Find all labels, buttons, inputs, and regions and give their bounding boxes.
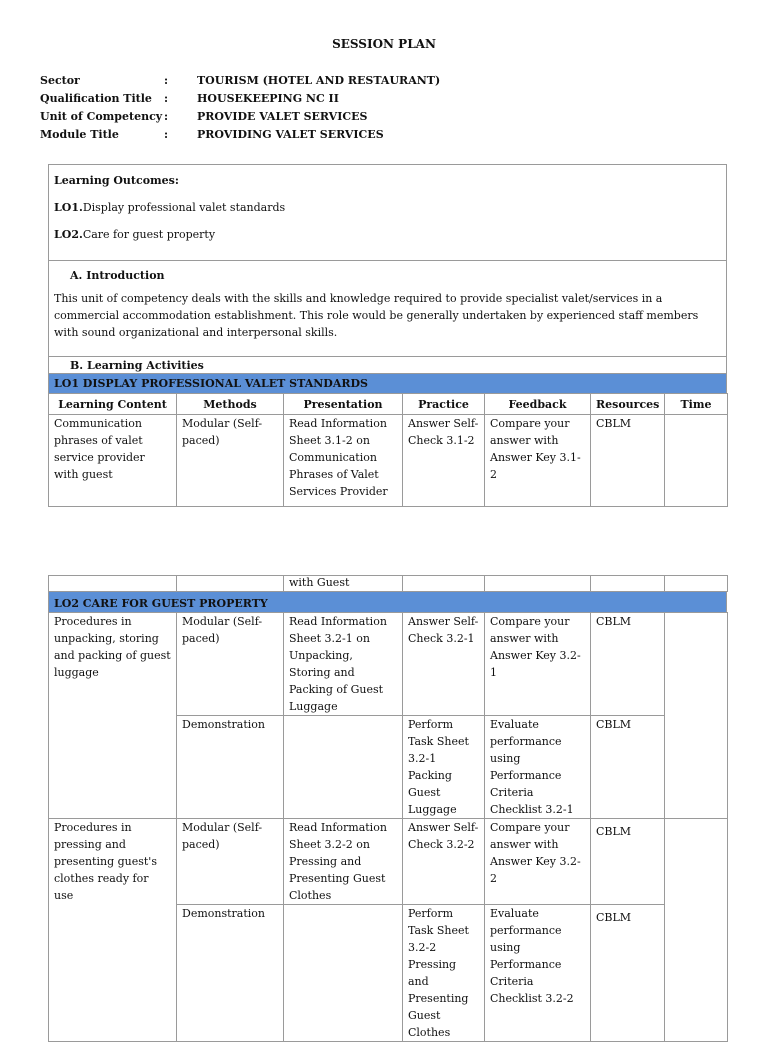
cell-feedback: Compare your answer with Answer Key 3.2-1 — [485, 613, 591, 716]
table-row — [49, 576, 728, 592]
cell-presentation: with Guest — [284, 576, 403, 592]
cell-feedback: Evaluate performance using Performance Criteria Checklist 3.2-1 — [485, 716, 591, 819]
cell-content: Communication phrases of valet service provider with guest — [49, 415, 177, 507]
cell-content: Procedures in unpacking, storing and packing of guest luggage — [49, 613, 177, 819]
lo2-table — [48, 612, 728, 1042]
cell-method: Modular (Self-paced) — [177, 819, 284, 905]
column-header: Resources — [591, 394, 665, 415]
page-title: SESSION PLAN — [332, 37, 436, 51]
meta-row-unit — [40, 108, 700, 126]
table-row — [49, 819, 728, 905]
lo2-band: LO2 CARE FOR GUEST PROPERTY — [48, 591, 727, 613]
column-header: Time — [665, 394, 728, 415]
cell-content — [49, 576, 177, 592]
cell-method: Modular (Self-paced) — [177, 415, 284, 507]
outcome-text: Care for guest property — [82, 228, 216, 241]
cell-method — [177, 576, 284, 592]
cell-practice: Perform Task Sheet 3.2-1 Packing Guest Luggage — [403, 716, 485, 819]
meta-value: PROVIDING VALET SERVICES — [197, 128, 384, 141]
meta-sep: : — [164, 128, 169, 141]
lo1-band: LO1 DISPLAY PROFESSIONAL VALET STANDARDS — [48, 373, 727, 394]
cell-resources: CBLM — [591, 415, 665, 507]
cell-practice: Answer Self-Check 3.2-2 — [403, 819, 485, 905]
meta-row-sector — [40, 72, 700, 90]
outcome-code: LO1. — [54, 201, 83, 214]
table-header-row — [49, 394, 728, 415]
cell-resources: CBLM — [591, 716, 665, 819]
meta-row-qualification — [40, 90, 700, 108]
introduction-body: This unit of competency deals with the skills and knowledge required to provide specialist valet/services in a commercial accommodation establishment. This role would be generally undertaken by experienced staff members with sound organizational and interpersonal skills. — [54, 292, 699, 339]
meta-sep: : — [164, 110, 169, 123]
cell-feedback — [485, 576, 591, 592]
cell-time — [665, 819, 728, 1042]
learning-outcomes-heading: Learning Outcomes: — [54, 174, 179, 187]
meta-sep: : — [164, 92, 169, 105]
cell-content: Procedures in pressing and presenting guest's clothes ready for use — [49, 819, 177, 1042]
meta-row-module — [40, 126, 700, 144]
cell-presentation — [284, 716, 403, 819]
outcome-item — [54, 199, 721, 216]
cell-presentation: Read Information Sheet 3.2-2 on Pressing and Presenting Guest Clothes — [284, 819, 403, 905]
outcome-item — [54, 226, 721, 243]
column-header: Presentation — [284, 394, 403, 415]
cell-resources: CBLM — [591, 905, 665, 1042]
learning-outcomes-box — [48, 164, 727, 261]
meta-label: Unit of Competency — [40, 110, 163, 123]
cell-time — [665, 613, 728, 819]
cell-time — [665, 576, 728, 592]
column-header: Learning Content — [49, 394, 177, 415]
cell-practice: Answer Self-Check 3.2-1 — [403, 613, 485, 716]
column-header: Methods — [177, 394, 284, 415]
cell-presentation: Read Information Sheet 3.1-2 on Communication Phrases of Valet Services Provider — [284, 415, 403, 507]
cell-resources: CBLM — [591, 613, 665, 716]
lo1-table — [48, 393, 728, 507]
meta-value: PROVIDE VALET SERVICES — [197, 110, 368, 123]
cell-practice: Answer Self-Check 3.1-2 — [403, 415, 485, 507]
meta-value: TOURISM (HOTEL AND RESTAURANT) — [197, 74, 441, 87]
introduction-heading: A. Introduction — [70, 269, 165, 282]
cell-practice — [403, 576, 485, 592]
learning-activities-heading: B. Learning Activities — [48, 356, 727, 374]
cell-feedback: Compare your answer with Answer Key 3.2-2 — [485, 819, 591, 905]
cell-resources: CBLM — [591, 819, 665, 905]
meta-label: Module Title — [40, 128, 119, 141]
meta-label: Qualification Title — [40, 92, 152, 105]
cell-method: Modular (Self-paced) — [177, 613, 284, 716]
table-row — [49, 415, 728, 507]
column-header: Feedback — [485, 394, 591, 415]
continuation-table — [48, 575, 728, 592]
cell-presentation — [284, 905, 403, 1042]
cell-feedback: Compare your answer with Answer Key 3.1-2 — [485, 415, 591, 507]
outcome-code: LO2. — [54, 228, 83, 241]
cell-method: Demonstration — [177, 905, 284, 1042]
cell-presentation: Read Information Sheet 3.2-1 on Unpacking, Storing and Packing of Guest Luggage — [284, 613, 403, 716]
cell-method: Demonstration — [177, 716, 284, 819]
cell-resources — [591, 576, 665, 592]
meta-value: HOUSEKEEPING NC II — [197, 92, 339, 105]
table-row — [49, 613, 728, 716]
cell-feedback: Evaluate performance using Performance Criteria Checklist 3.2-2 — [485, 905, 591, 1042]
introduction-box — [48, 260, 727, 357]
column-header: Practice — [403, 394, 485, 415]
meta-sep: : — [164, 74, 169, 87]
outcome-text: Display professional valet standards — [82, 201, 286, 214]
cell-practice: Perform Task Sheet 3.2-2 Pressing and Presenting Guest Clothes — [403, 905, 485, 1042]
meta-block — [40, 72, 700, 144]
cell-time — [665, 415, 728, 507]
meta-label: Sector — [40, 74, 80, 87]
